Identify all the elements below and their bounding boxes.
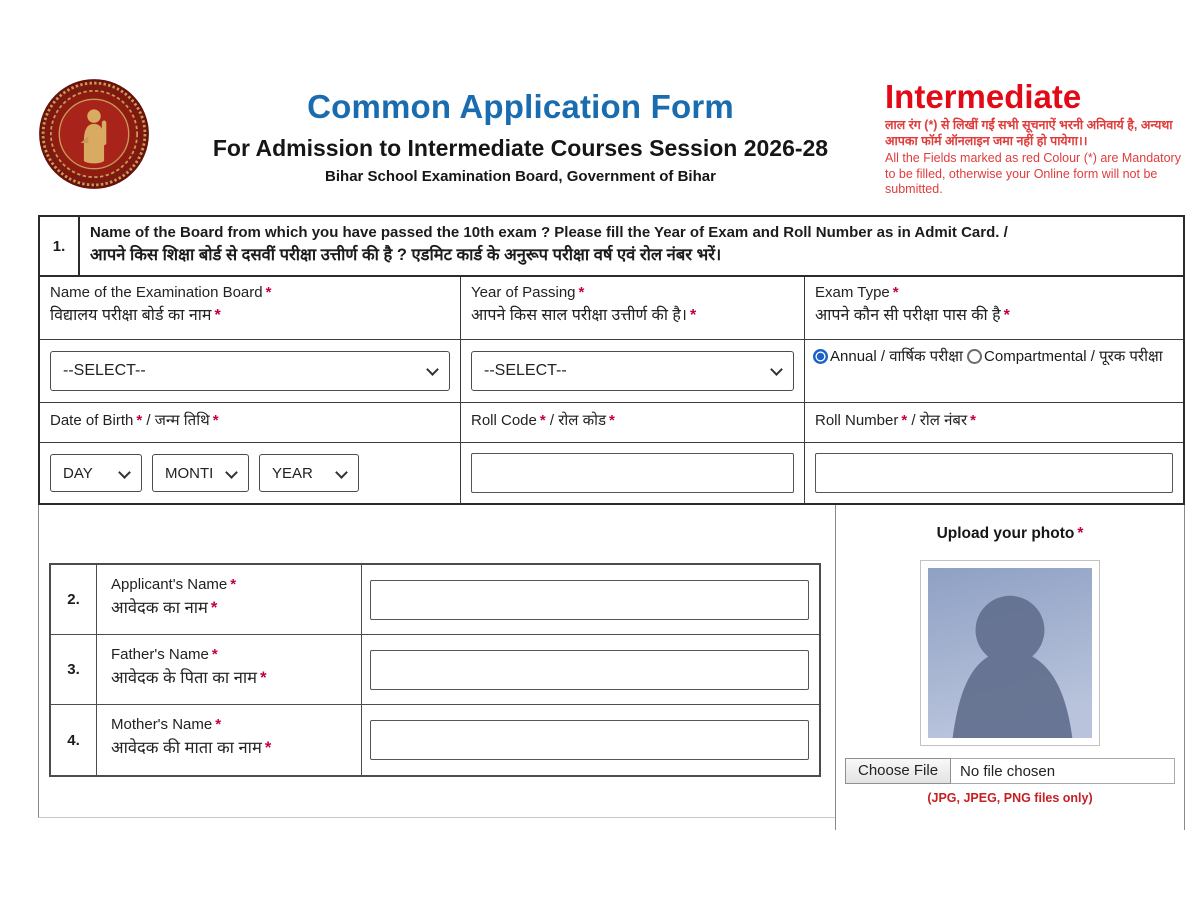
dob-month-value: MONTI — [165, 464, 214, 482]
board-label-hi: विद्यालय परीक्षा बोर्ड का नाम * — [50, 307, 221, 324]
dob-controls-cell — [40, 443, 461, 503]
board-logo — [38, 78, 156, 203]
person-silhouette-icon — [928, 568, 1092, 738]
required-asterisk: * — [136, 412, 143, 429]
radio-compartmental[interactable] — [967, 348, 1163, 365]
required-asterisk: * — [970, 412, 976, 429]
dob-day-select[interactable] — [50, 454, 142, 492]
radio-annual[interactable] — [813, 348, 963, 365]
rollnumber-label-cell — [805, 403, 1183, 442]
board-select[interactable] — [50, 351, 450, 391]
required-asterisk: * — [689, 307, 697, 324]
dob-year-value: YEAR — [272, 464, 313, 482]
required-asterisk: * — [210, 599, 218, 617]
mother-name-row — [51, 705, 819, 775]
page-subtitle: For Admission to Intermediate Courses Session 2026-28 — [212, 135, 829, 161]
rollnumber-input-cell — [805, 443, 1183, 503]
row-number: 3. — [51, 635, 97, 704]
photo-placeholder — [920, 560, 1100, 746]
required-asterisk: * — [260, 669, 267, 687]
labels-row-2 — [40, 403, 1183, 443]
dob-month-select[interactable] — [152, 454, 249, 492]
dob-day-value: DAY — [63, 464, 93, 482]
bseb-seal-icon — [38, 78, 150, 190]
father-name-row — [51, 635, 819, 705]
section-personal-and-photo — [38, 505, 1185, 830]
mandatory-notice-english: All the Fields marked as red Colour (*) are Mandatory to be filled, otherwise your Online form will not be submitted. — [885, 151, 1181, 196]
header — [38, 78, 1185, 203]
radio-compartmental-label: Compartmental / पूरक परीक्षा — [984, 348, 1163, 365]
year-label-cell — [461, 277, 805, 339]
examtype-label-cell — [805, 277, 1183, 339]
required-asterisk: * — [578, 284, 585, 301]
applicant-name-label-en: Applicant's Name * — [111, 576, 237, 593]
radio-unselected-icon[interactable] — [967, 349, 982, 364]
dob-year-select[interactable] — [259, 454, 359, 492]
father-name-input-cell — [362, 635, 819, 704]
required-asterisk: * — [264, 739, 272, 757]
rollcode-input[interactable] — [471, 453, 794, 493]
rollcode-label-cell — [461, 403, 805, 442]
chevron-down-icon — [426, 363, 439, 376]
rollnumber-input[interactable] — [815, 453, 1173, 493]
stream-label: Intermediate — [885, 78, 1082, 115]
required-asterisk: * — [212, 412, 219, 429]
required-asterisk: * — [892, 284, 899, 301]
examtype-radios — [805, 340, 1183, 375]
mother-name-input[interactable] — [370, 720, 809, 760]
examtype-label-hi: आपने कौन सी परीक्षा पास की है * — [815, 307, 1010, 324]
personal-table — [49, 563, 821, 777]
required-asterisk: * — [230, 576, 237, 593]
board-label-en: Name of the Examination Board * — [50, 284, 272, 301]
rollnumber-label: Roll Number * / रोल नंबर * — [815, 412, 976, 429]
page-title: Common Application Form — [307, 88, 734, 125]
radio-selected-icon[interactable] — [813, 349, 828, 364]
chevron-down-icon — [335, 466, 348, 479]
father-name-label-cell — [97, 635, 362, 704]
chevron-down-icon — [770, 363, 783, 376]
photo-title: Upload your photo * — [936, 525, 1084, 542]
instruction-hindi: आपने किस शिक्षा बोर्ड से दसवीं परीक्षा उत्तीर्ण की है ? एडमिट कार्ड के अनुरूप परीक्षा वर्ष एवं रोल नंबर भरें। — [90, 246, 722, 264]
photo-upload-panel — [835, 505, 1185, 805]
controls-row-1 — [40, 340, 1183, 403]
required-asterisk: * — [215, 716, 222, 733]
father-name-label-en: Father's Name * — [111, 646, 218, 663]
personal-panel — [38, 505, 835, 818]
year-label-hi: आपने किस साल परीक्षा उत्तीर्ण की है। * — [471, 307, 697, 324]
row-number: 1. — [40, 217, 80, 275]
board-select-value: --SELECT-- — [63, 362, 146, 379]
radio-annual-label: Annual / वार्षिक परीक्षा — [830, 348, 963, 365]
examtype-label-en: Exam Type * — [815, 284, 899, 301]
row-number: 2. — [51, 565, 97, 634]
board-select-cell — [40, 340, 461, 402]
required-asterisk: * — [609, 412, 615, 429]
required-asterisk: * — [539, 412, 546, 429]
required-asterisk: * — [901, 412, 908, 429]
header-titles — [156, 78, 885, 203]
file-chosen-status: No file chosen — [960, 762, 1056, 780]
required-asterisk: * — [214, 307, 221, 324]
instruction-row — [38, 215, 1185, 277]
required-asterisk: * — [1077, 525, 1084, 542]
rollcode-input-cell — [461, 443, 805, 503]
year-select-cell — [461, 340, 805, 402]
mother-name-label-cell — [97, 705, 362, 775]
applicant-name-input-cell — [362, 565, 819, 634]
mandatory-notice-hindi: लाल रंग (*) से लिखीं गईं सभी सूचनाऐं भरनी अनिवार्य है, अन्यथा आपका फॉर्म ऑनलाइन जमा नहीं हो पायेगा।। — [885, 118, 1173, 148]
year-select[interactable] — [471, 351, 794, 391]
instruction-english: Name of the Board from which you have passed the 10th exam ? Please fill the Year of Exam and Roll Number as in Admit Card. / — [90, 224, 1008, 241]
exam-details-grid — [38, 277, 1185, 505]
photo-format-hint: (JPG, JPEG, PNG files only) — [927, 791, 1093, 805]
mother-name-input-cell — [362, 705, 819, 775]
father-name-input[interactable] — [370, 650, 809, 690]
row-number: 4. — [51, 705, 97, 775]
board-label-cell — [40, 277, 461, 339]
dob-label-cell — [40, 403, 461, 442]
required-asterisk: * — [211, 646, 218, 663]
chevron-down-icon — [225, 466, 238, 479]
mother-name-label-hi: आवेदक की माता का नाम * — [111, 739, 272, 757]
year-label-en: Year of Passing * — [471, 284, 585, 301]
header-right — [885, 78, 1185, 203]
file-input[interactable] — [845, 758, 1175, 784]
examtype-radio-cell — [805, 340, 1183, 402]
applicant-name-label-hi: आवेदक का नाम * — [111, 599, 218, 617]
instruction-text — [80, 217, 1183, 275]
controls-row-2 — [40, 443, 1183, 503]
section-exam-details — [38, 215, 1185, 505]
applicant-name-row — [51, 565, 819, 635]
applicant-name-label-cell — [97, 565, 362, 634]
rollcode-label: Roll Code * / रोल कोड * — [471, 412, 615, 429]
choose-file-button[interactable]: Choose File — [845, 758, 951, 784]
dob-label: Date of Birth * / जन्म तिथि * — [50, 412, 219, 429]
father-name-label-hi: आवेदक के पिता का नाम * — [111, 669, 267, 687]
year-select-value: --SELECT-- — [484, 362, 567, 379]
labels-row-1 — [40, 277, 1183, 340]
mother-name-label-en: Mother's Name * — [111, 716, 222, 733]
organization-name: Bihar School Examination Board, Government of Bihar — [325, 168, 716, 185]
chevron-down-icon — [118, 466, 131, 479]
applicant-name-input[interactable] — [370, 580, 809, 620]
required-asterisk: * — [265, 284, 272, 301]
required-asterisk: * — [1003, 307, 1010, 324]
